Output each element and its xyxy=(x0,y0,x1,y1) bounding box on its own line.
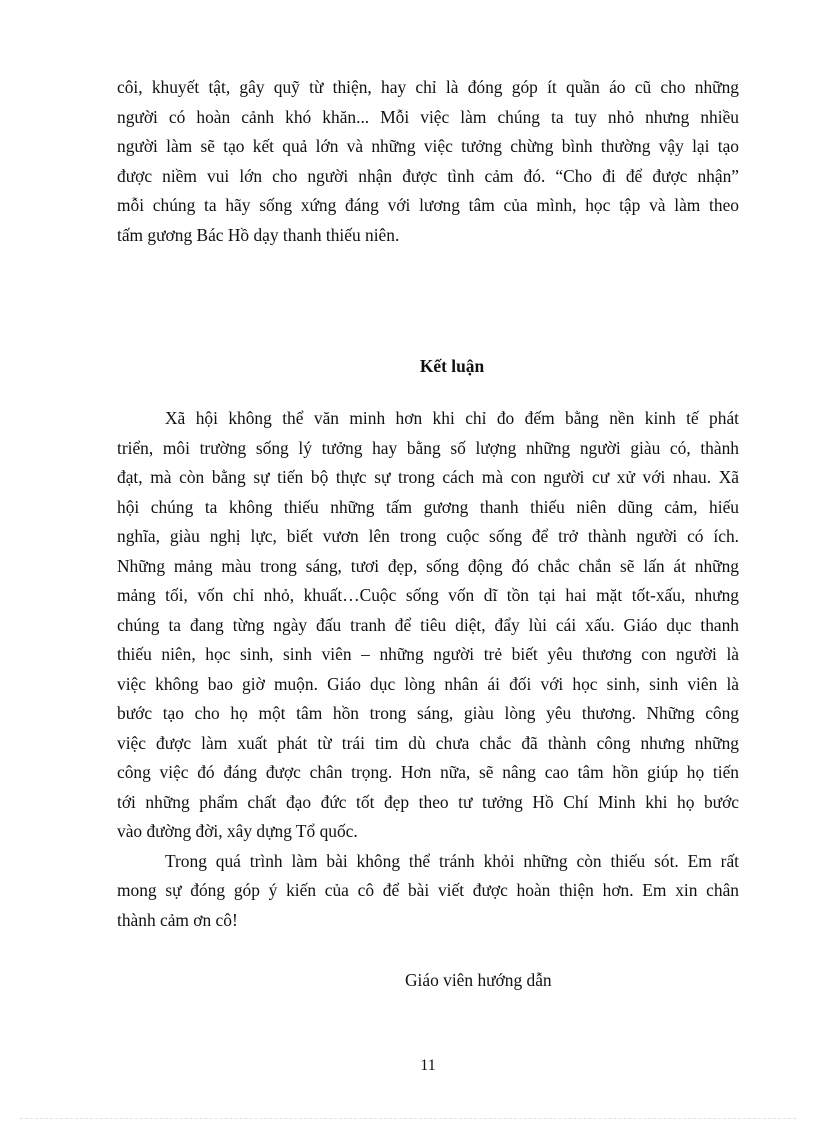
text-line: người có hoàn cảnh khó khăn... Mỗi việc làm chúng ta tuy nhỏ nhưng nhiều xyxy=(117,106,739,127)
text-line: Những mảng màu trong sáng, tươi đẹp, sống động đó chắc chắn sẽ lấn át những xyxy=(117,555,739,576)
text-line: Trong quá trình làm bài không thể tránh khỏi những còn thiếu sót. Em rất xyxy=(165,850,739,871)
text-line: hội chúng ta không thiếu những tấm gương thanh thiếu niên dũng cảm, hiếu xyxy=(117,496,739,517)
text-line: mong sự đóng góp ý kiến của cô để bài viết được hoàn thiện hơn. Em xin chân xyxy=(117,880,739,900)
text-line: thiếu niên, học sinh, sinh viên – những người trẻ biết yêu thương con người là xyxy=(117,644,739,664)
text-line: vào đường đời, xây dựng Tổ quốc. xyxy=(117,821,358,841)
text-line: được niềm vui lớn cho người nhận được tình cảm đó. “Cho đi để được nhận” xyxy=(117,165,739,186)
text-line: nghĩa, giàu nghị lực, biết vươn lên trong cuộc sống để trở thành người có ích. xyxy=(117,526,739,546)
intro-paragraph xyxy=(117,73,739,250)
text-line: triển, môi trường sống lý tưởng hay bằng số lượng những người giàu có, thành xyxy=(117,437,739,458)
text-line: việc không bao giờ muộn. Giáo dục lòng nhân ái đối với học sinh, sinh viên là xyxy=(117,673,739,694)
text-line: côi, khuyết tật, gây quỹ từ thiện, hay chỉ là đóng góp ít quần áo cũ cho những xyxy=(117,77,739,97)
text-line: tới những phẩm chất đạo đức tốt đẹp theo tư tưởng Hồ Chí Minh khi họ bước xyxy=(117,791,739,812)
text-line: bước tạo cho họ một tâm hồn trong sáng, giàu lòng yêu thương. Những công xyxy=(117,703,739,723)
text-line: tấm gương Bác Hồ dạy thanh thiếu niên. xyxy=(117,224,400,245)
text-line: công việc đó đáng được chân trọng. Hơn nữa, sẽ nâng cao tâm hồn giúp họ tiến xyxy=(117,762,739,782)
text-line: mỗi chúng ta hãy sống xứng đáng với lương tâm của mình, học tập và làm theo xyxy=(117,195,739,215)
signature-label: Giáo viên hướng dẫn xyxy=(405,970,552,990)
text-line: thành cảm ơn cô! xyxy=(117,909,238,930)
text-line: Xã hội không thể văn minh hơn khi chỉ đo đếm bằng nền kinh tế phát xyxy=(165,408,739,428)
text-line: mảng tối, vốn chỉ nhỏ, khuất…Cuộc sống vốn dĩ tồn tại hai mặt tốt-xấu, nhưng xyxy=(117,585,739,605)
page-bottom-rule xyxy=(20,1118,796,1119)
section-heading: Kết luận xyxy=(419,356,485,376)
text-line: người làm sẽ tạo kết quả lớn và những việc tưởng chừng bình thường vậy lại tạo xyxy=(117,136,739,156)
conclusion-body xyxy=(117,404,739,935)
text-line: đạt, mà còn bằng sự tiến bộ thực sự trong cách mà con người cư xử với nhau. Xã xyxy=(117,467,739,487)
text-line: chúng ta đang từng ngày đấu tranh để tiêu diệt, đẩy lùi cái xấu. Giáo dục thanh xyxy=(117,614,739,635)
page-number: 11 xyxy=(420,1057,436,1074)
text-line: việc được làm xuất phát từ trái tim dù chưa chắc đã thành công nhưng những xyxy=(117,732,739,753)
